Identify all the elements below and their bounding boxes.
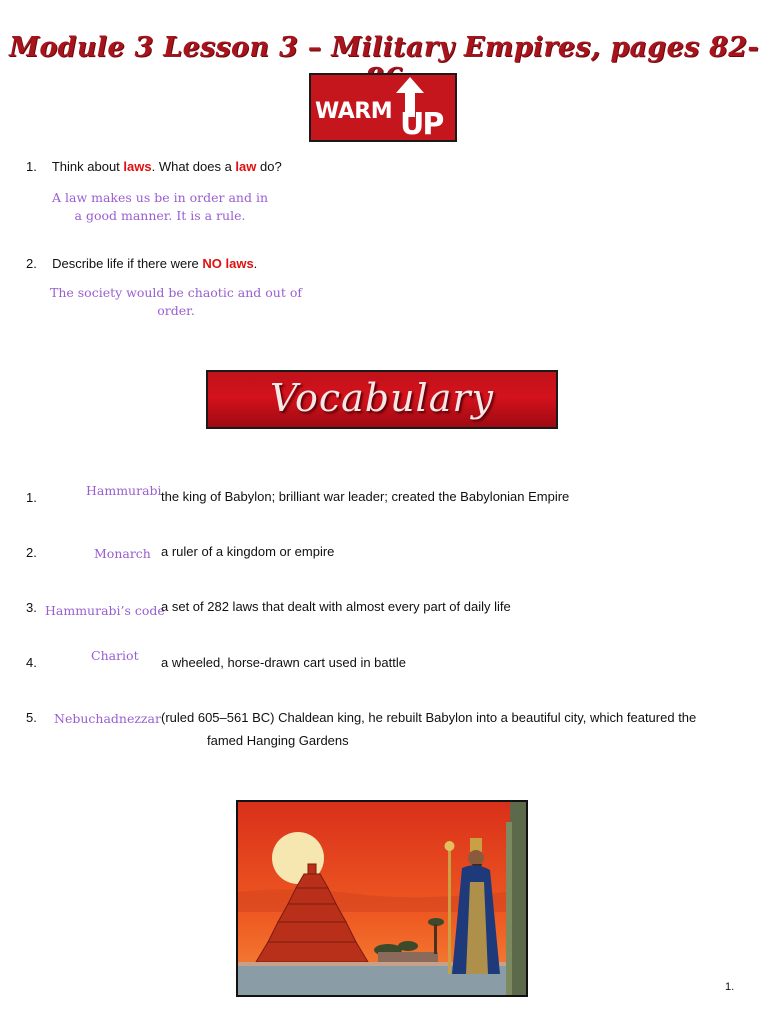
vocab-number: 1. [26,490,37,505]
question-text: do? [256,159,282,174]
vocab-definition: a wheeled, horse-drawn cart used in battle [161,655,406,670]
question-text: Describe life if there were [52,256,203,271]
answer-2 [50,284,302,320]
vocab-number: 2. [26,545,37,560]
vocab-term: Nebuchadnezzar [54,711,161,726]
answer-1 [50,189,270,225]
answer-line: a good manner. It is a rule. [74,208,246,223]
vocabulary-banner [206,370,558,429]
vocab-definition: a set of 282 laws that dealt with almost every part of daily life [161,599,511,614]
answer-line: order. [157,303,195,318]
question-2 [26,256,257,271]
vocab-number: 4. [26,655,37,670]
question-1 [26,159,282,174]
babylon-scene [238,802,526,995]
vocab-number: 3. [26,600,37,615]
vocab-number: 5. [26,710,37,725]
question-highlight: laws [123,159,152,174]
vocab-term: Monarch [94,546,151,561]
vocab-term: Chariot [91,648,139,663]
vocab-definition: (ruled 605–561 BC) Chaldean king, he rebuilt Babylon into a beautiful city, which featured the [161,710,697,725]
answer-line: A law makes us be in order and in [52,190,268,205]
page-title: Module 3 Lesson 3 – Military Empires, pages 82- [9,32,759,63]
vocab-term: Hammurabi [86,483,162,498]
warm-up-logo [309,73,457,142]
question-text: . What does a [151,159,236,174]
warm-word: WARM [315,99,393,124]
vocab-definition: the king of Babylon; brilliant war leader; created the Babylonian Empire [161,489,570,504]
babylon-illustration [236,800,528,997]
question-highlight: NO laws [202,256,254,271]
question-text: . [253,256,258,271]
vocabulary-banner-text: Vocabulary [269,376,494,420]
vocab-definition-continued: famed Hanging Gardens [207,733,349,748]
question-number: 2. [26,256,37,271]
vocab-term: Hammurabi’s code [45,603,165,618]
question-highlight: law [235,159,257,174]
vocab-definition: a ruler of a kingdom or empire [161,544,335,559]
page-number: 1. [725,981,735,993]
answer-line: The society would be chaotic and out of [50,285,303,300]
up-word: UP [400,107,443,142]
question-text: Think about [51,159,124,174]
question-number: 1. [26,159,37,174]
